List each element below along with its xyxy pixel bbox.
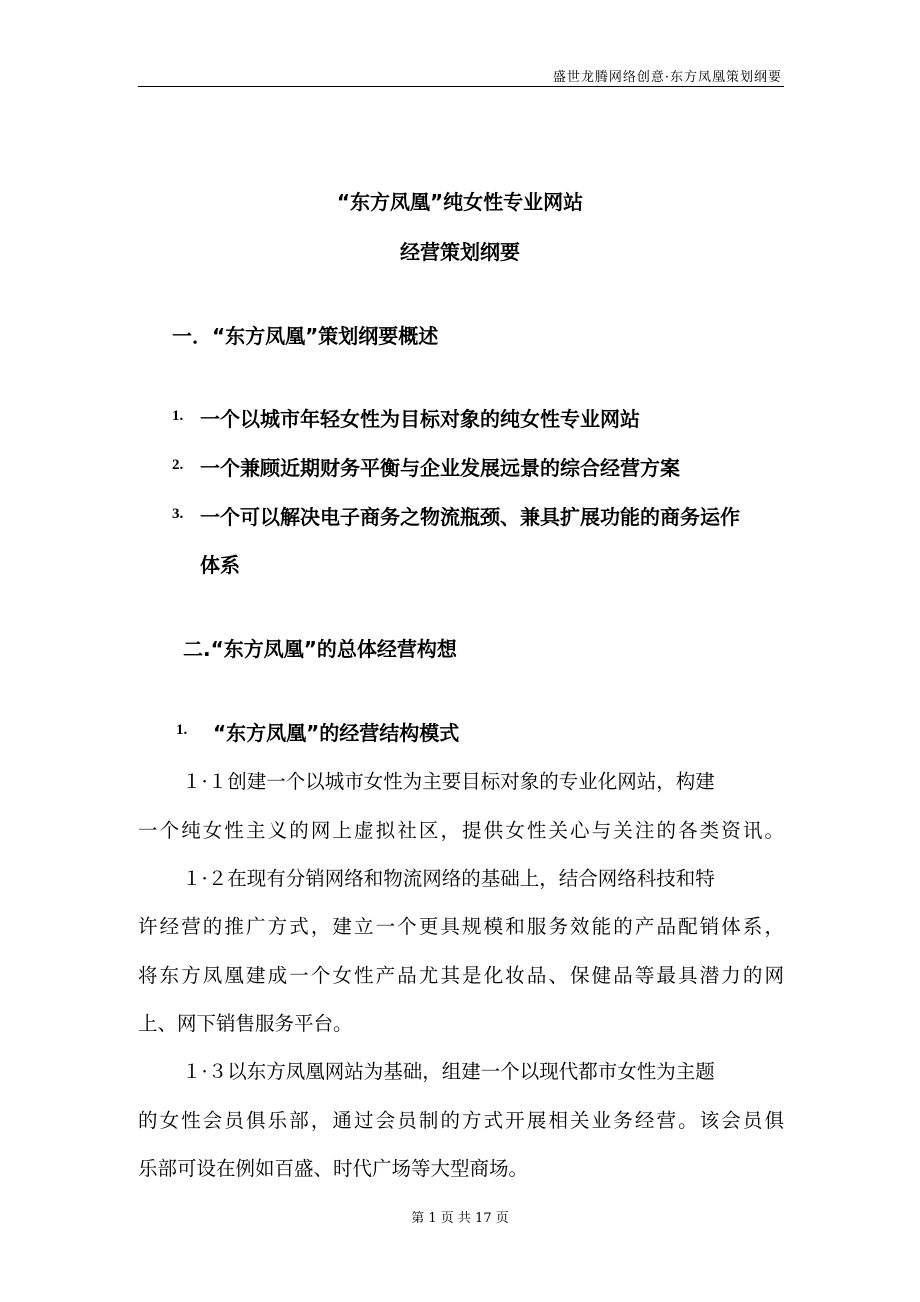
header-divider: [138, 86, 784, 87]
paragraph-line: 许经营的推广方式，建立一个更具规模和服务效能的产品配销体系，: [138, 915, 784, 938]
paragraph-line: １·３以东方凤凰网站为基础，组建一个以现代都市女性为主题: [182, 1060, 715, 1083]
running-header: 盛世龙腾网络创意·东方凤凰策划纲要: [552, 70, 782, 85]
paragraph-line: 上、网下销售服务平台。: [138, 1012, 353, 1035]
section-2-heading: 二.“东方凤凰”的总体经营构想: [183, 637, 457, 661]
section-1-heading: 一．“东方凤凰”策划纲要概述: [172, 324, 439, 348]
list-item-number: 3.: [172, 506, 184, 522]
list-item-number: 1.: [172, 408, 184, 424]
list-item-continuation: 体系: [200, 553, 240, 577]
list-item-number: 2.: [172, 457, 184, 473]
paragraph-line: 一个纯女性主义的网上虚拟社区，提供女性关心与关注的各类资讯。: [138, 819, 784, 842]
paragraph-line: 乐部可设在例如百盛、时代广场等大型商场。: [138, 1157, 529, 1180]
paragraph-line: １·１创建一个以城市女性为主要目标对象的专业化网站，构建: [182, 770, 715, 793]
list-item-text: 一个兼顾近期财务平衡与企业发展远景的综合经营方案: [200, 456, 680, 480]
list-item-text: 一个可以解决电子商务之物流瓶颈、兼具扩展功能的商务运作: [200, 505, 740, 529]
document-subtitle: 经营策划纲要: [400, 240, 520, 264]
paragraph-line: １·２在现有分销网络和物流网络的基础上，结合网络科技和特: [182, 867, 715, 890]
document-title: “东方凤凰”纯女性专业网站: [336, 190, 584, 214]
subsection-heading: “东方凤凰”的经营结构模式: [213, 721, 460, 745]
paragraph-line: 的女性会员俱乐部，通过会员制的方式开展相关业务经营。该会员俱: [138, 1109, 784, 1132]
paragraph-line: 将东方凤凰建成一个女性产品尤其是化妆品、保健品等最具潜力的网: [138, 964, 784, 987]
page-number: 第 1 页 共 17 页: [411, 1211, 509, 1226]
subsection-number: 1.: [176, 722, 188, 738]
list-item-text: 一个以城市年轻女性为目标对象的纯女性专业网站: [200, 407, 640, 431]
